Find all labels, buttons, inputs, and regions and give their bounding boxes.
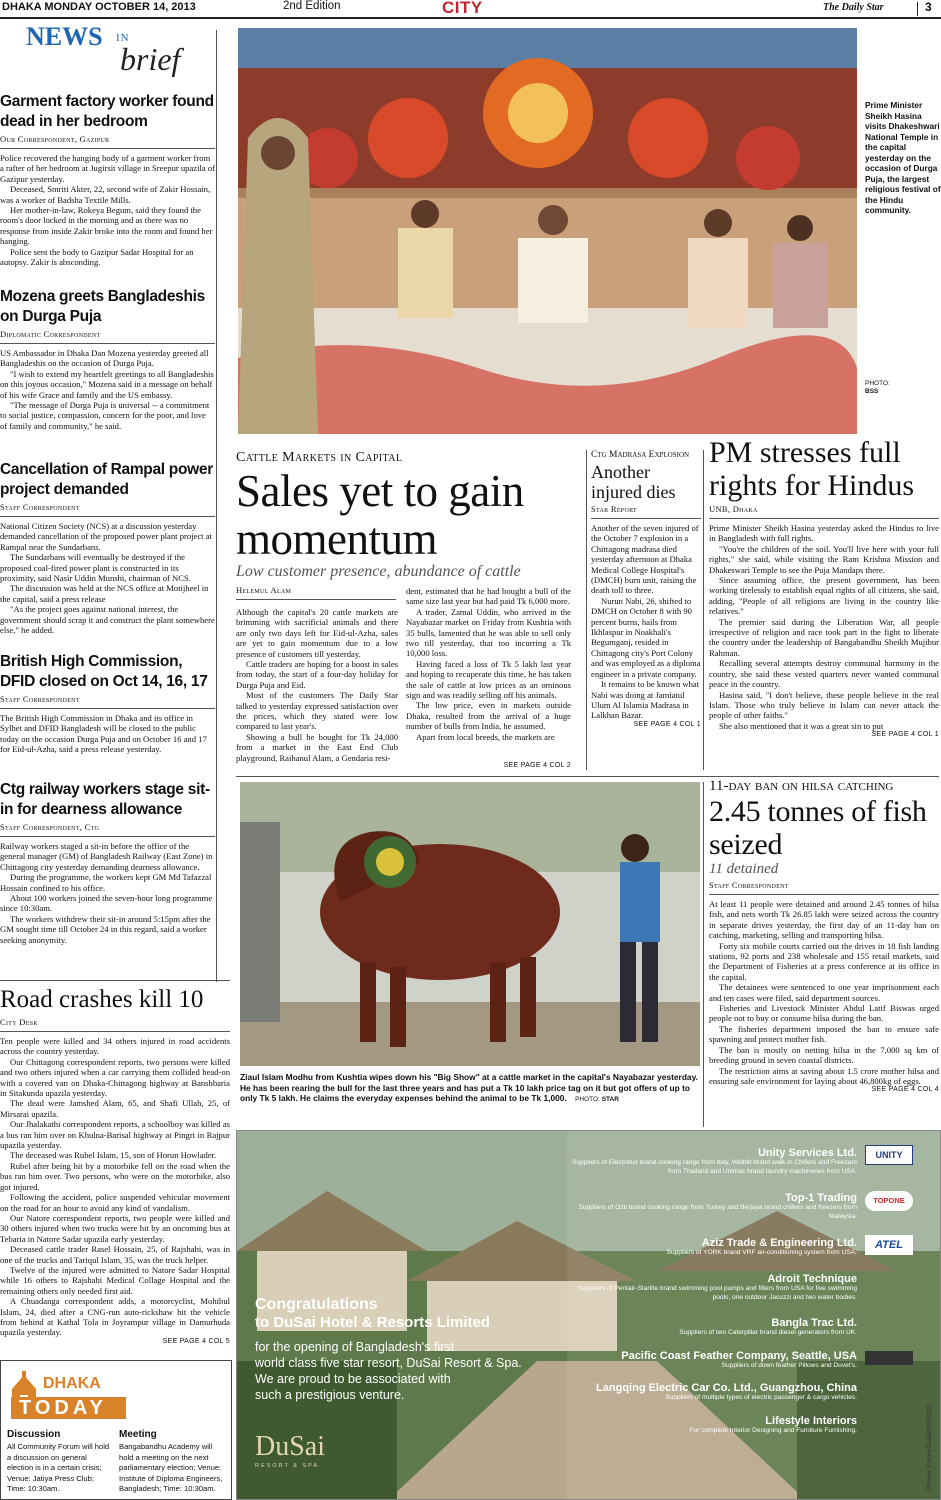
brief-byline: Our Correspondent, Gazipur [0,134,110,144]
bull-caption-first: Ziaul Islam Modhu from Kushtia wipes down his "Big Show" at a cattle market in the capital's Nayabazar yesterday. [240,1072,698,1082]
road-see-page: SEE PAGE 4 COL 5 [162,1337,230,1345]
cattle-paragraph: A trader, Zamal Uddin, who arrived in the Nayabazar market on Friday from Kushtia with 35 bulls, lamented that he was able to sell only two till yesterday, that too incurring a Tk 10,000 loss. [406,606,571,659]
pm-paragraph: Prime Minister Sheikh Hasina yesterday asked the Hindus to live in Bangladesh with full rights. [709,523,939,544]
sponsor-name: Bangla Trac Ltd. [771,1317,857,1329]
bull-hilsa-rule [703,782,704,1127]
dhaka-today-item-text: All Community Forum will hold a discussion on general election is in a certain crisis; Venue: Jatiya Press Club; Time: 10:30am. [7,1442,110,1493]
madrasa-rule [591,518,701,519]
news-brief-title-news: NEWS [26,22,103,51]
brief-paragraph: National Citizen Society (NCS) at a discussion yesterday demanded cancellation of the proposed power plant project at Rampal near the Sundarbans. [0,521,212,552]
ad-message-line: such a prestigious venture. [255,1388,405,1402]
bull-caption-second: He has been rearing the bull for the last three years and has put a Tk 10 lakh price tag on it but got offers of up to only Tk 5 lakh. He claims the everyday expenses behind the animal to be Tk 1,000. [240,1082,691,1103]
dhaka-today-item-title: Discussion [7,1429,61,1440]
brief-body [0,348,215,431]
ad-message-line: We are proud to be associated with [255,1372,451,1386]
mid-page-rule [236,776,939,777]
sponsor-desc: Suppliers of two Caterpillar brand diesel generators from UK. [679,1329,857,1336]
brief-paragraph: US Ambassador in Dhaka Dan Mozena yesterday greeted all Bangladeshis on the occasion of Durga Puja. [0,348,209,369]
dateline: DHAKA MONDAY OCTOBER 14, 2013 [2,1,196,13]
road-paragraph: Twelve of the injured were admitted to Natore Sadar Hospital while 16 others to Rajshahi Medical Collage Hospital and the remaining others only needed first aid. [0,1264,230,1296]
brief-rule [0,708,215,709]
page-header [0,0,941,18]
madrasa-story [591,450,701,775]
hilsa-paragraph: At least 11 people were detained and around 2.45 tonnes of hilsa fish, and nets worth Tk 26.85 lakh were seized across the country in separate drives yesterday, the first day of an 11-day ban on catching, marketing, selling and transporting hilsa. [709,899,939,941]
pm-paragraph: Hasina said, "I don't believe, these people believe in the real Islam. Those who truly believe in Islam can never attack the people of other faiths." [709,689,939,721]
pm-paragraph: The premier said during the Liberation War, all people irrespective of religion and race took part in the fight to liberate the country under the leadership of Bangabandhu Sheikh Mujibur Rahman. [709,616,939,658]
brief-paragraph: "I wish to extend my heartfelt greetings to all Bangladeshis on this joyous occasion," Mozena said in a message on behalf of his wife Grace and family and the US embassy. [0,368,214,400]
hilsa-kicker: 11-day ban on hilsa catching [709,778,894,794]
sponsor-desc: Suppliers of Ozti brand cooking range from Turkey and Berjaya brand chillers and freezers from Malaysia. [578,1204,857,1220]
cattle-headline: Sales yet to gain momentum [236,466,524,564]
sponsor-desc: Suppliers of multiple types of electric passenger & cargo vehicles. [665,1394,857,1401]
road-paragraph: Rubel after being hit by a motorbike fell on the road when the bus ran him over. Two persons, who were on the motorbike, also got injured. [0,1160,230,1192]
sponsor-desc: For complete Interior Designing and Furniture Furnishing. [689,1427,857,1434]
madrasa-kicker: Ctg Madrasa Explosion [591,450,690,460]
dusai-logo-wordmark: DuSai [255,1431,325,1462]
sponsor-item [567,1317,857,1338]
hilsa-byline: Staff Correspondent [709,880,789,890]
pm-paragraph: Recalling several attempts destroy communal harmony in the country, she said these vested quarters never wanted communal peace in the country. [709,658,939,690]
brief-body [0,153,215,267]
hilsa-paragraph: Forty six mobile courts carried out the drives in 18 fish landing stations, 92 ports and 238 wholesale and 155 retail markets, said the Department of Fisheries at a press conference at its office in the capital. [709,940,939,982]
cattle-see-page: SEE PAGE 4 COL 2 [503,762,571,769]
sponsor-item [567,1350,857,1371]
dhaka-today-box [0,1360,232,1500]
sponsor-name: Aziz Trade & Engineering Ltd. [701,1237,857,1249]
pm-paragraph: "You're the children of the soil. You'll live here with your full rights," she said, while visiting the Ram Krishna Mission and Dhakeswari Temple to see the Puja Mandaps there. [709,543,939,575]
cattle-col-2 [406,586,571,742]
road-paragraph: The deceased was Rubel Islam, 15, son of Horun Howlader. [10,1150,217,1161]
temple-photo-illustration [238,28,857,434]
brief-byline: Staff Correspondent [0,502,80,512]
brief-paragraph: The Sundarbans will eventually be destroyed if the proposed coal-fired power plant is constructed in its proximity, said Nasir Uddin Munshi, chairman of NCS. [0,552,191,584]
cattle-paragraph: Apart from local breeds, the markets are [416,731,555,742]
brief-rule [0,516,215,517]
brief-item-4 [0,652,215,755]
hilsa-paragraph: The fisheries department imposed the ban to ensure safe spawning and protect mother fish. [709,1023,939,1045]
pm-see-page: SEE PAGE 4 COL 1 [871,731,939,739]
cattle-kicker: Cattle Markets in Capital [236,450,403,465]
cattle-paragraph: Although the capital's 20 cattle markets are brimming with sacrificial animals and there are only two days left for Eid-ul-Azha, sales are yet to gain momentum due to a low presence of customers till yesterday. [236,607,398,659]
sponsor-item [567,1147,857,1176]
cattle-paragraph: Showing a bull he bought for Tk 24,000 from a market in the East End Club playground, Raihanul Alam, a Gendaria resi- [236,731,398,763]
sponsor-desc: Suppliers of down feather Pillows and Duvet's. [721,1362,857,1369]
dusai-logo-sub: RESORT & SPA [255,1463,320,1469]
road-paragraph: Ten people were killed and 34 others injured in road accidents across the country yesterday. [0,1036,230,1057]
brief-paragraph: The British High Commission in Dhaka and its office in Sylhet and DFID Bangladesh will be closed to the public today on the occasion Durga Puja and on October 16 and 17 for Eid-ul-Azha, said a press release yesterday. [0,713,207,755]
ad-side-credit: Phoenix Comm/DuSai/004/2013 [927,1405,933,1491]
dhaka-today-item-title: Meeting [119,1429,157,1440]
cattle-paragraph: Most of the customers The Daily Star talked to yesterday expressed satisfaction over the prices, which they stated were low compared to last year's. [236,690,398,732]
sponsor-item [567,1382,857,1403]
dhaka-today-item [119,1429,227,1495]
bull-credit-source: STAR [601,1096,619,1103]
news-brief-title-in: IN [116,32,130,44]
road-crashes-body [0,1036,230,1338]
temple-photo-caption [865,100,941,260]
pm-headline: PM stresses full rights for Hindus [709,436,914,502]
road-crashes-article [0,985,230,1355]
madrasa-byline: Star Report [591,504,637,514]
brief-body [0,841,215,945]
dhaka-today-item [7,1429,111,1495]
bull-photo-illustration [240,782,700,1066]
edition-label: 2nd Edition [283,0,341,12]
dhaka-today-item-text: Bangabandhu Academy will hold a meeting on the next parliamentary election; Venue: Institute of Diploma Engineers, Bangladesh; Time: 10:30am. [119,1442,223,1493]
sponsor-badge-unity [865,1145,913,1165]
sponsor-name: Langqing Electric Car Co. Ltd., Guangzhou, China [596,1382,857,1394]
brief-item-5 [0,780,215,945]
brief-headline: Ctg railway workers stage sit-in for dearness allowance [0,781,210,818]
road-paragraph: Following the accident, police suspended vehicular movement on the road for an hour to avoid any kind of vandalism. [0,1192,230,1213]
cattle-madrasa-rule [586,450,587,770]
cattle-byline: Helemul Alam [236,585,292,595]
topone-badge-text: TOPONE [873,1196,905,1205]
pm-rule [709,518,939,519]
brief-paragraph: "As the project goes against national interest, the government should scrap it and construct the plant somewhere else," he added. [0,604,215,636]
brief-body [0,521,215,635]
section-name: CITY [442,0,483,17]
ad-message [255,1339,555,1403]
brief-item-2 [0,287,215,431]
brief-headline: Cancellation of Rampal power project demanded [0,461,213,498]
dusai-logo [255,1431,375,1469]
madrasa-headline: Another injured dies [591,462,676,502]
road-paragraph: Our Natore correspondent reports, two people were killed and 30 others injured when two trucks were hit by an oncoming bus at Tebaria in Natore Sadar upazila early yesterday. [0,1212,230,1244]
road-paragraph: Our Jhalakathi correspondent reports, a schoolboy was killed as a bus ran him over on Khulna-Barisal highway at Pingri in Rajpur upazila yesterday. [0,1119,230,1151]
bull-photo [240,782,700,1066]
brief-paragraph: Police recovered the hanging body of a garment worker from a rafter of her bedroom at Jugirsit village in Sreepur upazila of Gazipur yesterday. [0,153,216,184]
cattle-subhead: Low customer presence, abundance of cattle [236,563,521,580]
road-paragraph: Our Chittagong correspondent reports, two persons were killed and two others injured when a car carrying them collided head-on with a covered van on Dhaka-Chittagong highway at Banshbaria in Sitakunda upazila yesterday. [0,1056,230,1099]
brief-paragraph: Deceased, Smriti Akter, 22, second wife of Zakir Hossain, was a worker of Badsha Textile Mills. [0,184,211,205]
brief-paragraph: Her mother-in-law, Rokeya Begum, said they found the room's door locked in the morning and as there was no response from inside Zakir broke into the room and found her hanging. [0,205,213,247]
hilsa-see-page: SEE PAGE 4 COL 4 [871,1086,939,1094]
sponsor-name: Unity Services Ltd. [757,1147,857,1159]
pm-story [709,436,939,776]
sponsor-desc: Suppliers of Electrolux brand cooking range from Italy, Welbilt brand walk-in Chillers and Freezers from Thailand and Unimac brand laundry machineries from USA. [572,1159,857,1175]
brief-rule [0,343,215,344]
hilsa-body [709,899,939,1086]
road-crashes-rule [0,1031,230,1032]
brief-item-1 [0,92,215,267]
temple-photo [238,28,857,434]
brief-byline: Staff Correspondent, Ctg [0,822,100,832]
unity-badge-text: UNITY [875,1150,903,1160]
brief-body [0,713,215,755]
road-paragraph: Deceased cattle trader Rasel Hossain, 25, of Rajshahi, was in one of the trucks and Tariqul Islam, 35, was the truck helper. [0,1244,230,1265]
cattle-paragraph: Having faced a loss of Tk 5 lakh last year and hoping to recuperate this time, he has taken the sale of cattle at low prices as an ominous sign and was readily selling off his animals. [406,658,571,701]
sponsor-item [567,1415,857,1436]
brief-paragraph: The discussion was held at the NCS office at Motijheel in the capital, said a press release [0,583,209,604]
page-number: 3 [925,0,932,14]
bull-credit-label: PHOTO: [575,1096,600,1103]
sponsor-badge-topone [865,1191,913,1211]
road-paragraph: The dead were Jamshed Alam, 65, and Shafi Ullah, 25, of Mirsarai upazila. [0,1098,230,1119]
header-rule [0,17,941,19]
sponsor-name: Lifestyle Interiors [765,1415,857,1427]
dhaka-today-logo [7,1367,157,1425]
ad-message-line: for the opening of Bangladesh's first [255,1340,455,1354]
madrasa-paragraph: It remains to be known what Nabi was doing at Jamiatul Ulum Al Islamia Madrasa in Lalkhan Bazar. [591,679,700,721]
hilsa-paragraph: The ban is mostly on netting hilsa in the 7,000 sq km of breeding ground in seven coastal districts. [709,1044,939,1066]
pm-body [709,523,939,731]
brief-byline: Staff Correspondent [0,694,80,704]
cattle-col-1 [236,607,398,763]
sponsor-desc: Suppliers of YORK brand VRF air-conditioning system from USA. [666,1249,857,1256]
congrats-block [255,1296,555,1331]
hilsa-paragraph: The restriction aims at saving about 1.5 crore mother hilsa and ensuring safe environment for laying about 46,800kg of eggs. [709,1065,939,1086]
brief-byline: Diplomatic Correspondent [0,329,101,339]
madrasa-pm-rule [703,450,704,770]
header-divider [917,2,918,16]
news-brief-title [0,22,230,80]
road-paragraph: A Chuadanga correspondent adds, a motorcyclist, Mohibul Islam, 24, died after a CNG-run auto-rickshaw hit the vehicle from behind at Kathal Tola in Joyrampur village in Damurhuda upazila yesterday. [0,1296,230,1338]
hilsa-subhead: 11 detained [709,861,779,877]
dusai-advertisement [236,1130,941,1500]
temple-photo-credit [865,380,935,404]
brief-paragraph: Railway workers staged a sit-in before the office of the general manager (GM) of Bangladesh Railway (East Zone) in Chittagong city yesterday demanding dearness allowance. [0,841,213,872]
news-brief-title-brief: brief [120,41,181,77]
pm-byline: UNB, Dhaka [709,504,758,514]
hilsa-story [709,778,939,1118]
brief-paragraph: During the programme, the workers kept GM Md Tafazzal Hossain confined to his office. [0,872,212,893]
brief-paragraph: Police sent the body to Gazipur Sadar Hospital for an autopsy. Zakir is absconding. [0,246,194,268]
cattle-story [236,450,584,775]
cattle-paragraph: The low price, even in markets outside Dhaka, resulted from the arrival of a huge number of bulls from India, he assumed. [406,700,571,732]
sponsor-name: Adroit Technique [767,1273,857,1285]
brief-item-3 [0,460,215,635]
atel-badge-text: ATEL [875,1239,903,1251]
hilsa-headline: 2.45 tonnes of fish seized [709,795,927,861]
hilsa-paragraph: The detainees were sentenced to one year imprisonment each and ten cases were filed, said department sources. [709,982,939,1003]
ad-message-line: world class five star resort, DuSai Resort & Spa. [255,1356,522,1370]
madrasa-body [591,523,701,721]
congrats-line-2: to DuSai Hotel & Resorts Limited [255,1314,491,1331]
madrasa-paragraph: Another of the seven injured of the October 7 explosion in a Chittagong madrasa died yesterday afternoon at Dhaka Medical College Hospital's (DMCH) burn unit, raising the death toll to three. [591,523,699,596]
madrasa-see-page: SEE PAGE 4 COL 1 [633,720,701,728]
brief-paragraph: About 100 workers joined the seven-hour long programme since 10:30am. [0,893,213,914]
sponsor-name: Pacific Coast Feather Company, Seattle, USA [621,1350,857,1362]
madrasa-paragraph: Nurun Nabi, 26, shifted to DMCH on October 8 with 90 percent burns, hails from Ikhlaspur in Noakhali's Begumganj, resided in Chittagong city's Port Colony and was employed as a diploma engineer in a private company. [591,595,701,679]
brief-column-rule [216,30,217,982]
hilsa-paragraph: Fisheries and Livestock Minister Abdul Latif Biswas urged people not to buy or consume hilsa during the ban. [709,1003,939,1024]
pm-paragraph: Since assuming office, the present government, has been working tirelessly to establish equal rights of all citizens, she said, adding, "People of all religions are living in the country like relatives." [709,575,939,617]
brief-bottom-rule [0,980,230,981]
brief-headline: Garment factory worker found dead in her bedroom [0,93,214,130]
cattle-paragraph: dent, estimated that he had bought a bull of the same size last year but had paid Tk 6,000 more. [406,586,571,607]
dhaka-today-logo-band [11,1397,126,1419]
brief-paragraph: The workers withdrew their sit-in around 5:15pm after the GM sought time till October 24 in this regard, said a worker seeking anonymity. [0,913,211,945]
photo-credit-label: PHOTO: [865,380,890,387]
brief-paragraph: "The message of Durga Puja is universal -- a commitment to social justice, compassion, concern for the poor, and love of family and community," he said. [0,400,210,431]
sponsor-item [567,1237,857,1258]
brief-headline: Mozena greets Bangladeshis on Durga Puja [0,288,205,325]
road-crashes-headline: Road crashes kill 10 [0,986,204,1013]
bull-photo-credit [575,1096,619,1103]
masthead-logo: The Daily Star [823,2,884,13]
congrats-line-1: Congratulations [255,1296,378,1313]
sponsor-badge-atel [865,1235,913,1255]
sponsor-name: Top-1 Trading [785,1192,857,1204]
pm-paragraph: She also mentioned that it was a great sin to put [719,720,884,731]
hilsa-rule [709,894,939,895]
news-brief-column [0,22,230,982]
dhaka-today-logo-today: TODAY [19,1397,107,1419]
sponsor-item [567,1273,857,1302]
brief-rule [0,148,215,149]
bull-photo-caption [240,1072,700,1116]
sponsor-badge-pacific [865,1351,913,1365]
cattle-paragraph: Cattle traders are hoping for a boost in sales from today, the start of a four-day holiday for Durga Puja and Eid. [236,659,398,690]
dhaka-today-logo-dhaka: DHAKA [43,1375,101,1392]
sponsor-desc: Suppliers of Pentair-Starlite brand swimming pool pumps and filters from USA for five swimming pools, one outdoor Jacuzzi and two water bodies. [577,1285,857,1301]
photo-credit-source: BSS [865,388,879,395]
sponsor-item [567,1192,857,1221]
bull-caption-text [240,1072,700,1106]
road-crashes-byline: City Desk [0,1017,38,1027]
brief-rule [0,836,215,837]
cattle-rule [236,599,396,600]
temple-caption-text: Prime Minister Sheikh Hasina visits Dhakeshwari National Temple in the capital yesterday on the occasion of Durga Puja, the largest religious festival of the Hindu community. [865,100,941,215]
brief-headline: British High Commission, DFID closed on Oct 14, 16, 17 [0,653,208,690]
